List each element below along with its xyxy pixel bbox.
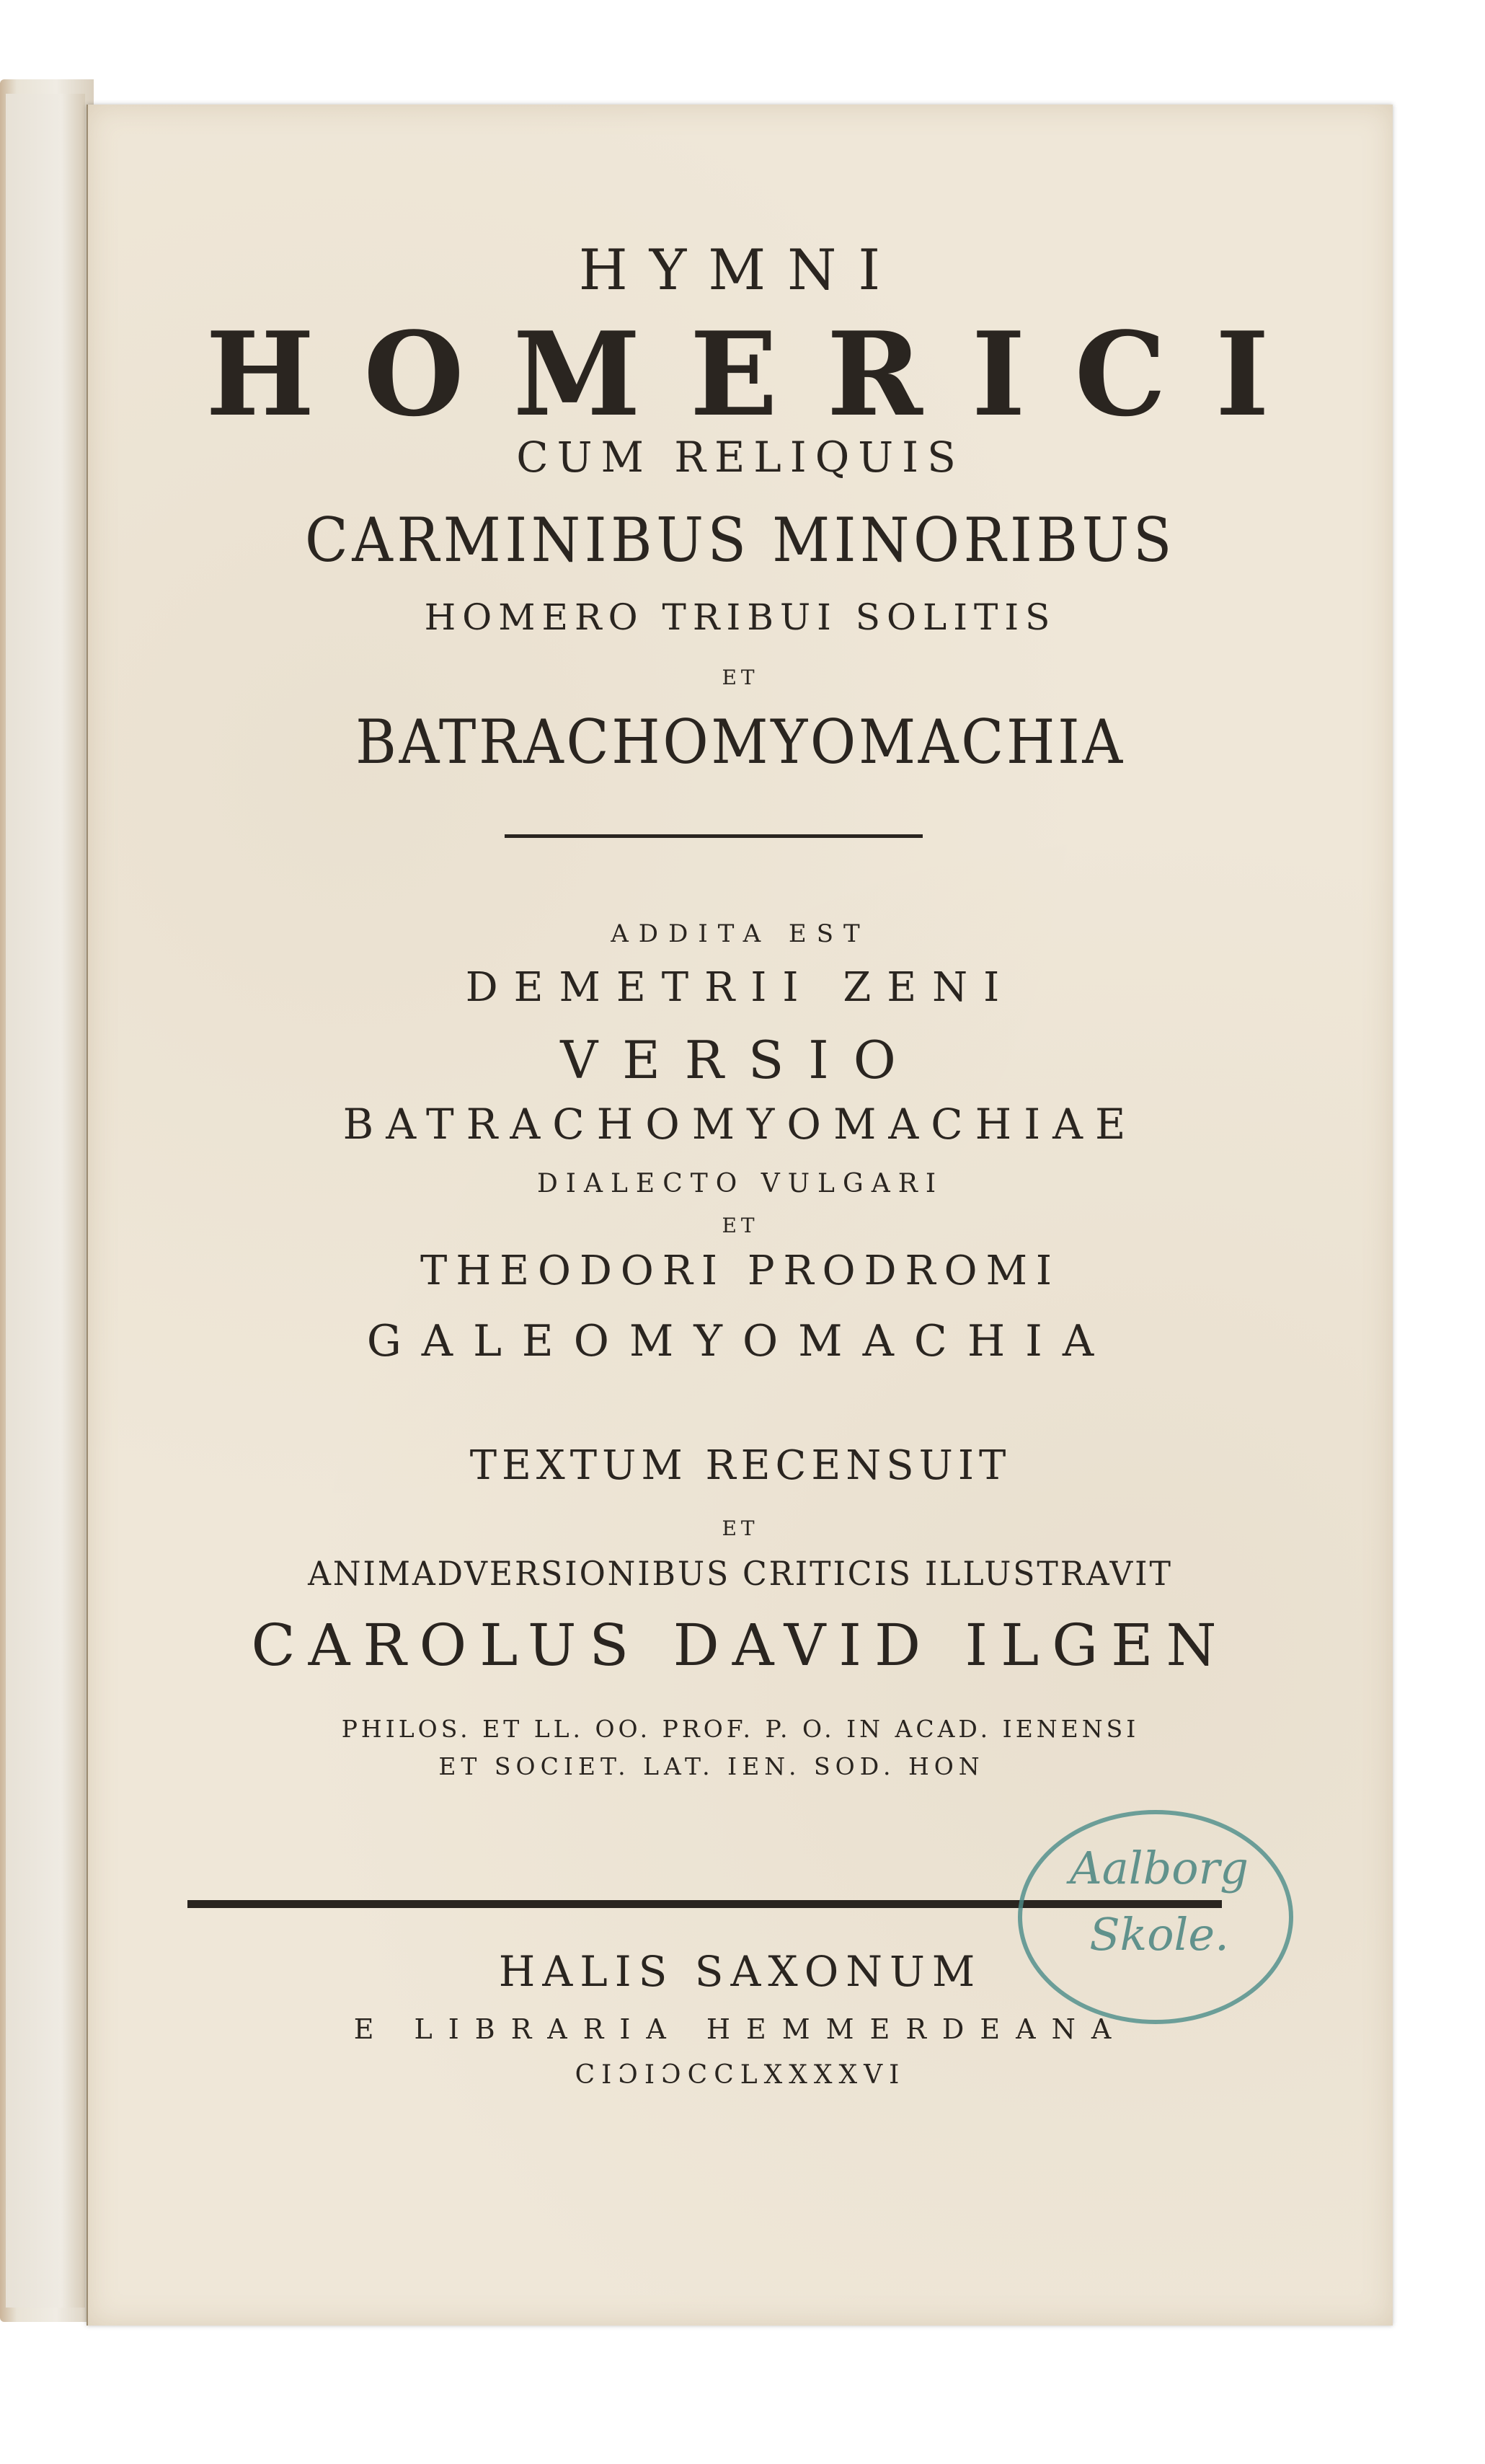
imprint-year: CIƆIƆCCLXXXXVI: [575, 2060, 906, 2090]
imprint-publisher: E LIBRARIA HEMMERDEANA: [353, 2013, 1127, 2045]
theodori-prodromi: THEODORI PRODROMI: [420, 1248, 1061, 1294]
author-name: CAROLUS DAVID ILGEN: [251, 1612, 1230, 1679]
imprint-place: HALIS SAXONUM: [498, 1947, 983, 1996]
conjunction-et-3: ET: [722, 1516, 759, 1540]
subtitle-batrachomyomachia: BATRACHOMYOMACHIA: [355, 707, 1125, 777]
versio: VERSIO: [560, 1030, 921, 1090]
conjunction-et-2: ET: [722, 1214, 759, 1237]
galeomyomachia: GALEOMYOMACHIA: [366, 1316, 1114, 1366]
subtitle-cum-reliquis: CUM RELIQUIS: [516, 433, 965, 482]
title-hymni: HYMNI: [578, 238, 903, 303]
conjunction-et-1: ET: [722, 666, 759, 689]
demetrii-zeni: DEMETRII ZENI: [465, 964, 1016, 1011]
author-credentials-2: ET SOCIET. LAT. IEN. SOD. HON: [438, 1752, 985, 1780]
subtitle-carminibus-minoribus: CARMINIBUS MINORIBUS: [305, 505, 1176, 575]
addita-est: ADDITA EST: [611, 919, 870, 948]
textum-recensuit: TEXTUM RECENSUIT: [469, 1442, 1011, 1489]
animadversionibus: ANIMADVERSIONIBUS CRITICIS ILLUSTRAVIT: [308, 1554, 1173, 1593]
short-divider: [505, 834, 923, 838]
title-homerici: HOMERICI: [205, 306, 1318, 442]
title-page: [87, 105, 1393, 2326]
dialecto-vulgari: DIALECTO VULGARI: [536, 1169, 944, 1198]
subtitle-homero-tribui: HOMERO TRIBUI SOLITIS: [424, 596, 1057, 638]
stamp-line-1: Aalborg: [1070, 1842, 1249, 1894]
stamp-line-2: Skole.: [1089, 1908, 1229, 1961]
book-spine: [6, 94, 85, 2308]
library-stamp: [1018, 1810, 1293, 2024]
author-credentials-1: PHILOS. ET LL. OO. PROF. P. O. IN ACAD. IENENSI: [341, 1715, 1140, 1743]
batrachomyomachiae: BATRACHOMYOMACHIAE: [342, 1100, 1138, 1149]
